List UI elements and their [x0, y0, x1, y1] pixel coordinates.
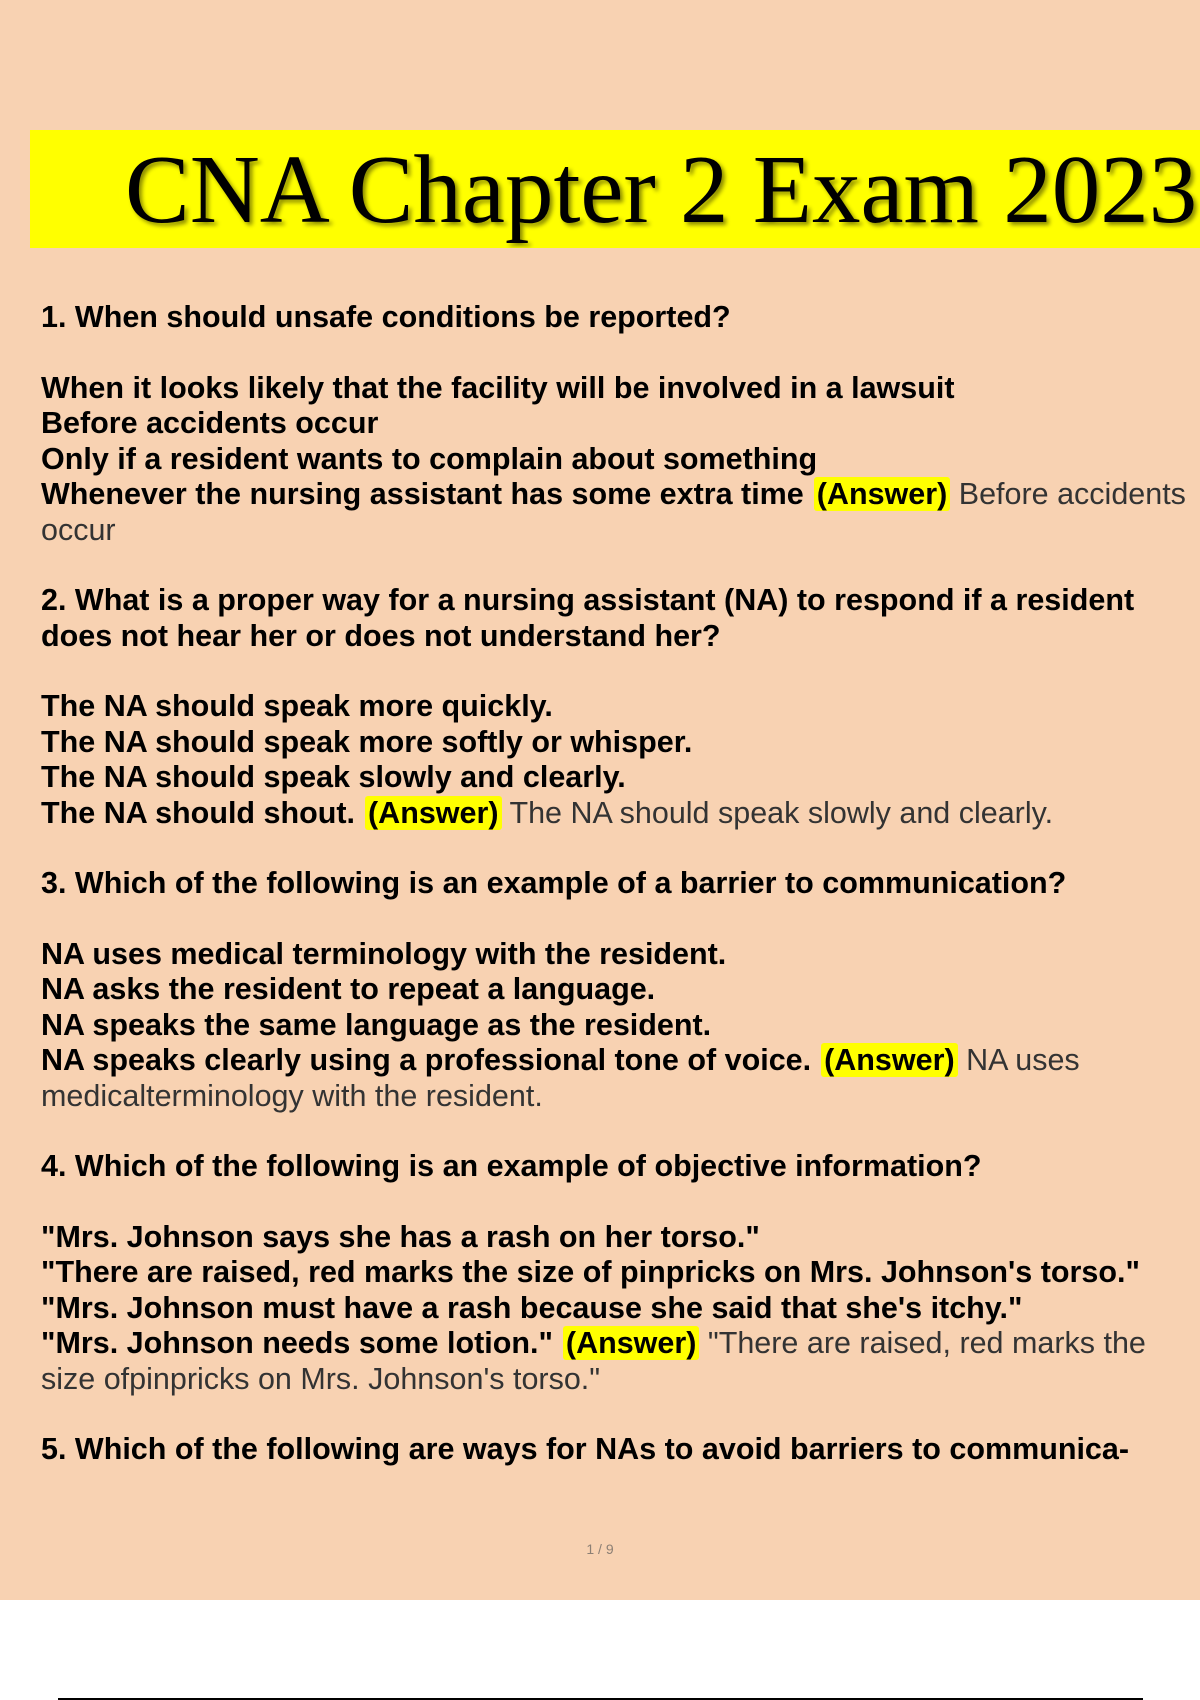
- option: NA speaks the same language as the resident.: [41, 1007, 712, 1042]
- option: Whenever the nursing assistant has some extra time: [41, 477, 804, 511]
- question-text: 5. Which of the following are ways for NAs to avoid barriers to communica-: [41, 1432, 1130, 1466]
- answer-tag: (Answer): [814, 477, 951, 511]
- question-text: 3. Which of the following is an example of a barrier to communication?: [41, 866, 1067, 900]
- option: "Mrs. Johnson must have a rash because she said that she's itchy.": [41, 1290, 1023, 1325]
- answer-tag: (Answer): [563, 1326, 700, 1360]
- question-4: [41, 1149, 1200, 1397]
- option: The NA should speak more quickly.: [41, 689, 553, 723]
- question-5: [41, 1432, 1200, 1468]
- option: Only if a resident wants to complain about something: [41, 441, 818, 476]
- question-2: [41, 583, 1200, 831]
- option: "Mrs. Johnson needs some lotion.": [41, 1326, 553, 1360]
- option: NA uses medical terminology with the resident.: [41, 936, 727, 971]
- answer-text: "There are raised, red marks the size ofpinpricks on Mrs. Johnson's torso.": [41, 1326, 1146, 1396]
- question-text: 2. What is a proper way for a nursing assistant (NA) to respond if a resident does not hear her or does not understand her?: [41, 583, 1135, 653]
- last-option-with-answer: [41, 1326, 1200, 1397]
- option: The NA should shout.: [41, 795, 356, 830]
- answer-tag: (Answer): [821, 1043, 958, 1077]
- option: The NA should speak more softly or whisper.: [41, 724, 693, 759]
- last-option-with-answer: [41, 477, 1200, 548]
- option: Before accidents occur: [41, 406, 379, 440]
- last-option-with-answer: [41, 796, 1200, 832]
- question-list: [41, 300, 1200, 1503]
- option: The NA should speak slowly and clearly.: [41, 760, 626, 794]
- option: "Mrs. Johnson says she has a rash on her torso.": [41, 1219, 760, 1254]
- answer-tag: (Answer): [365, 796, 502, 830]
- option: NA asks the resident to repeat a language.: [41, 972, 656, 1006]
- question-text: 4. Which of the following is an example of objective information?: [41, 1149, 982, 1183]
- title-banner: [30, 130, 1200, 248]
- answer-text: NA uses medicalterminology with the resident.: [41, 1043, 1080, 1113]
- option: When it looks likely that the facility will be involved in a lawsuit: [41, 370, 955, 405]
- question-text: 1. When should unsafe conditions be reported?: [41, 300, 731, 334]
- option: NA speaks clearly using a professional tone of voice.: [41, 1043, 812, 1077]
- answer-text: The NA should speak slowly and clearly.: [509, 795, 1054, 830]
- page-number: 1 / 9: [586, 1541, 614, 1557]
- question-1: [41, 300, 1200, 548]
- question-3: [41, 866, 1200, 1114]
- document-title: CNA Chapter 2 Exam 2023: [125, 136, 1198, 243]
- answer-text: Before accidents occur: [41, 477, 1186, 547]
- last-option-with-answer: [41, 1043, 1200, 1114]
- option: "There are raised, red marks the size of pinpricks on Mrs. Johnson's torso.": [41, 1255, 1140, 1289]
